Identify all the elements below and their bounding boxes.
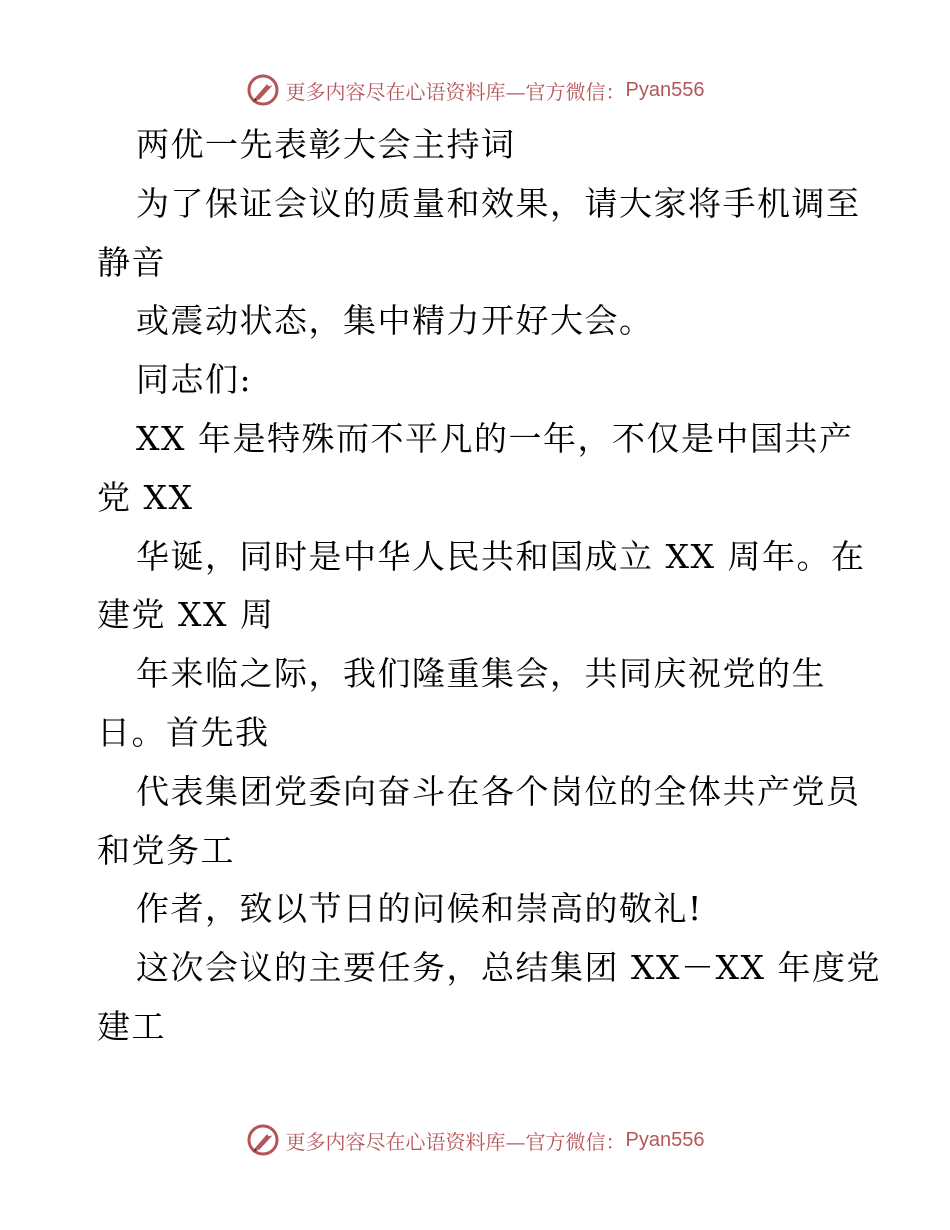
paragraph-line: 代表集团党委向奋斗在各个岗位的全体共产党员: [136, 771, 861, 811]
paragraph-line: 日。首先我: [97, 712, 270, 752]
paragraph-line: 静音: [97, 242, 166, 282]
footer-watermark-banner: [0, 1120, 950, 1160]
paragraph-line: 建工: [97, 1006, 166, 1046]
paragraph-line: 同志们:: [136, 360, 253, 400]
paragraph-line: 或震动状态，集中精力开好大会。: [136, 301, 654, 341]
header-banner-text: 更多内容尽在心语资料库—官方微信：: [285, 79, 626, 104]
paragraph-line: 和党务工: [97, 830, 235, 870]
paragraph-line: 党 XX: [97, 477, 194, 517]
paragraph-line: 为了保证会议的质量和效果，请大家将手机调至: [136, 183, 861, 223]
header-watermark-banner: [0, 70, 950, 110]
header-banner-contact: Pyan556: [625, 78, 705, 101]
document-body: [97, 116, 881, 1057]
pen-logo-icon: [246, 1123, 280, 1157]
paragraph-line: 作者，致以节日的问候和崇高的敬礼!: [136, 889, 703, 929]
paragraph-line: 年来临之际，我们隆重集会，共同庆祝党的生: [136, 654, 826, 694]
paragraph-line: 华诞，同时是中华人民共和国成立 XX 周年。在: [136, 536, 866, 576]
footer-banner-text: 更多内容尽在心语资料库—官方微信：: [285, 1129, 626, 1154]
pen-logo-icon: [246, 73, 280, 107]
paragraph-line: XX 年是特殊而不平凡的一年，不仅是中国共产: [136, 418, 854, 458]
footer-banner-contact: Pyan556: [625, 1128, 705, 1151]
paragraph-line: 这次会议的主要任务，总结集团 XX－XX 年度党: [136, 948, 881, 988]
paragraph-line: 建党 XX 周: [97, 595, 275, 635]
document-title: 两优一先表彰大会主持词: [136, 125, 516, 164]
